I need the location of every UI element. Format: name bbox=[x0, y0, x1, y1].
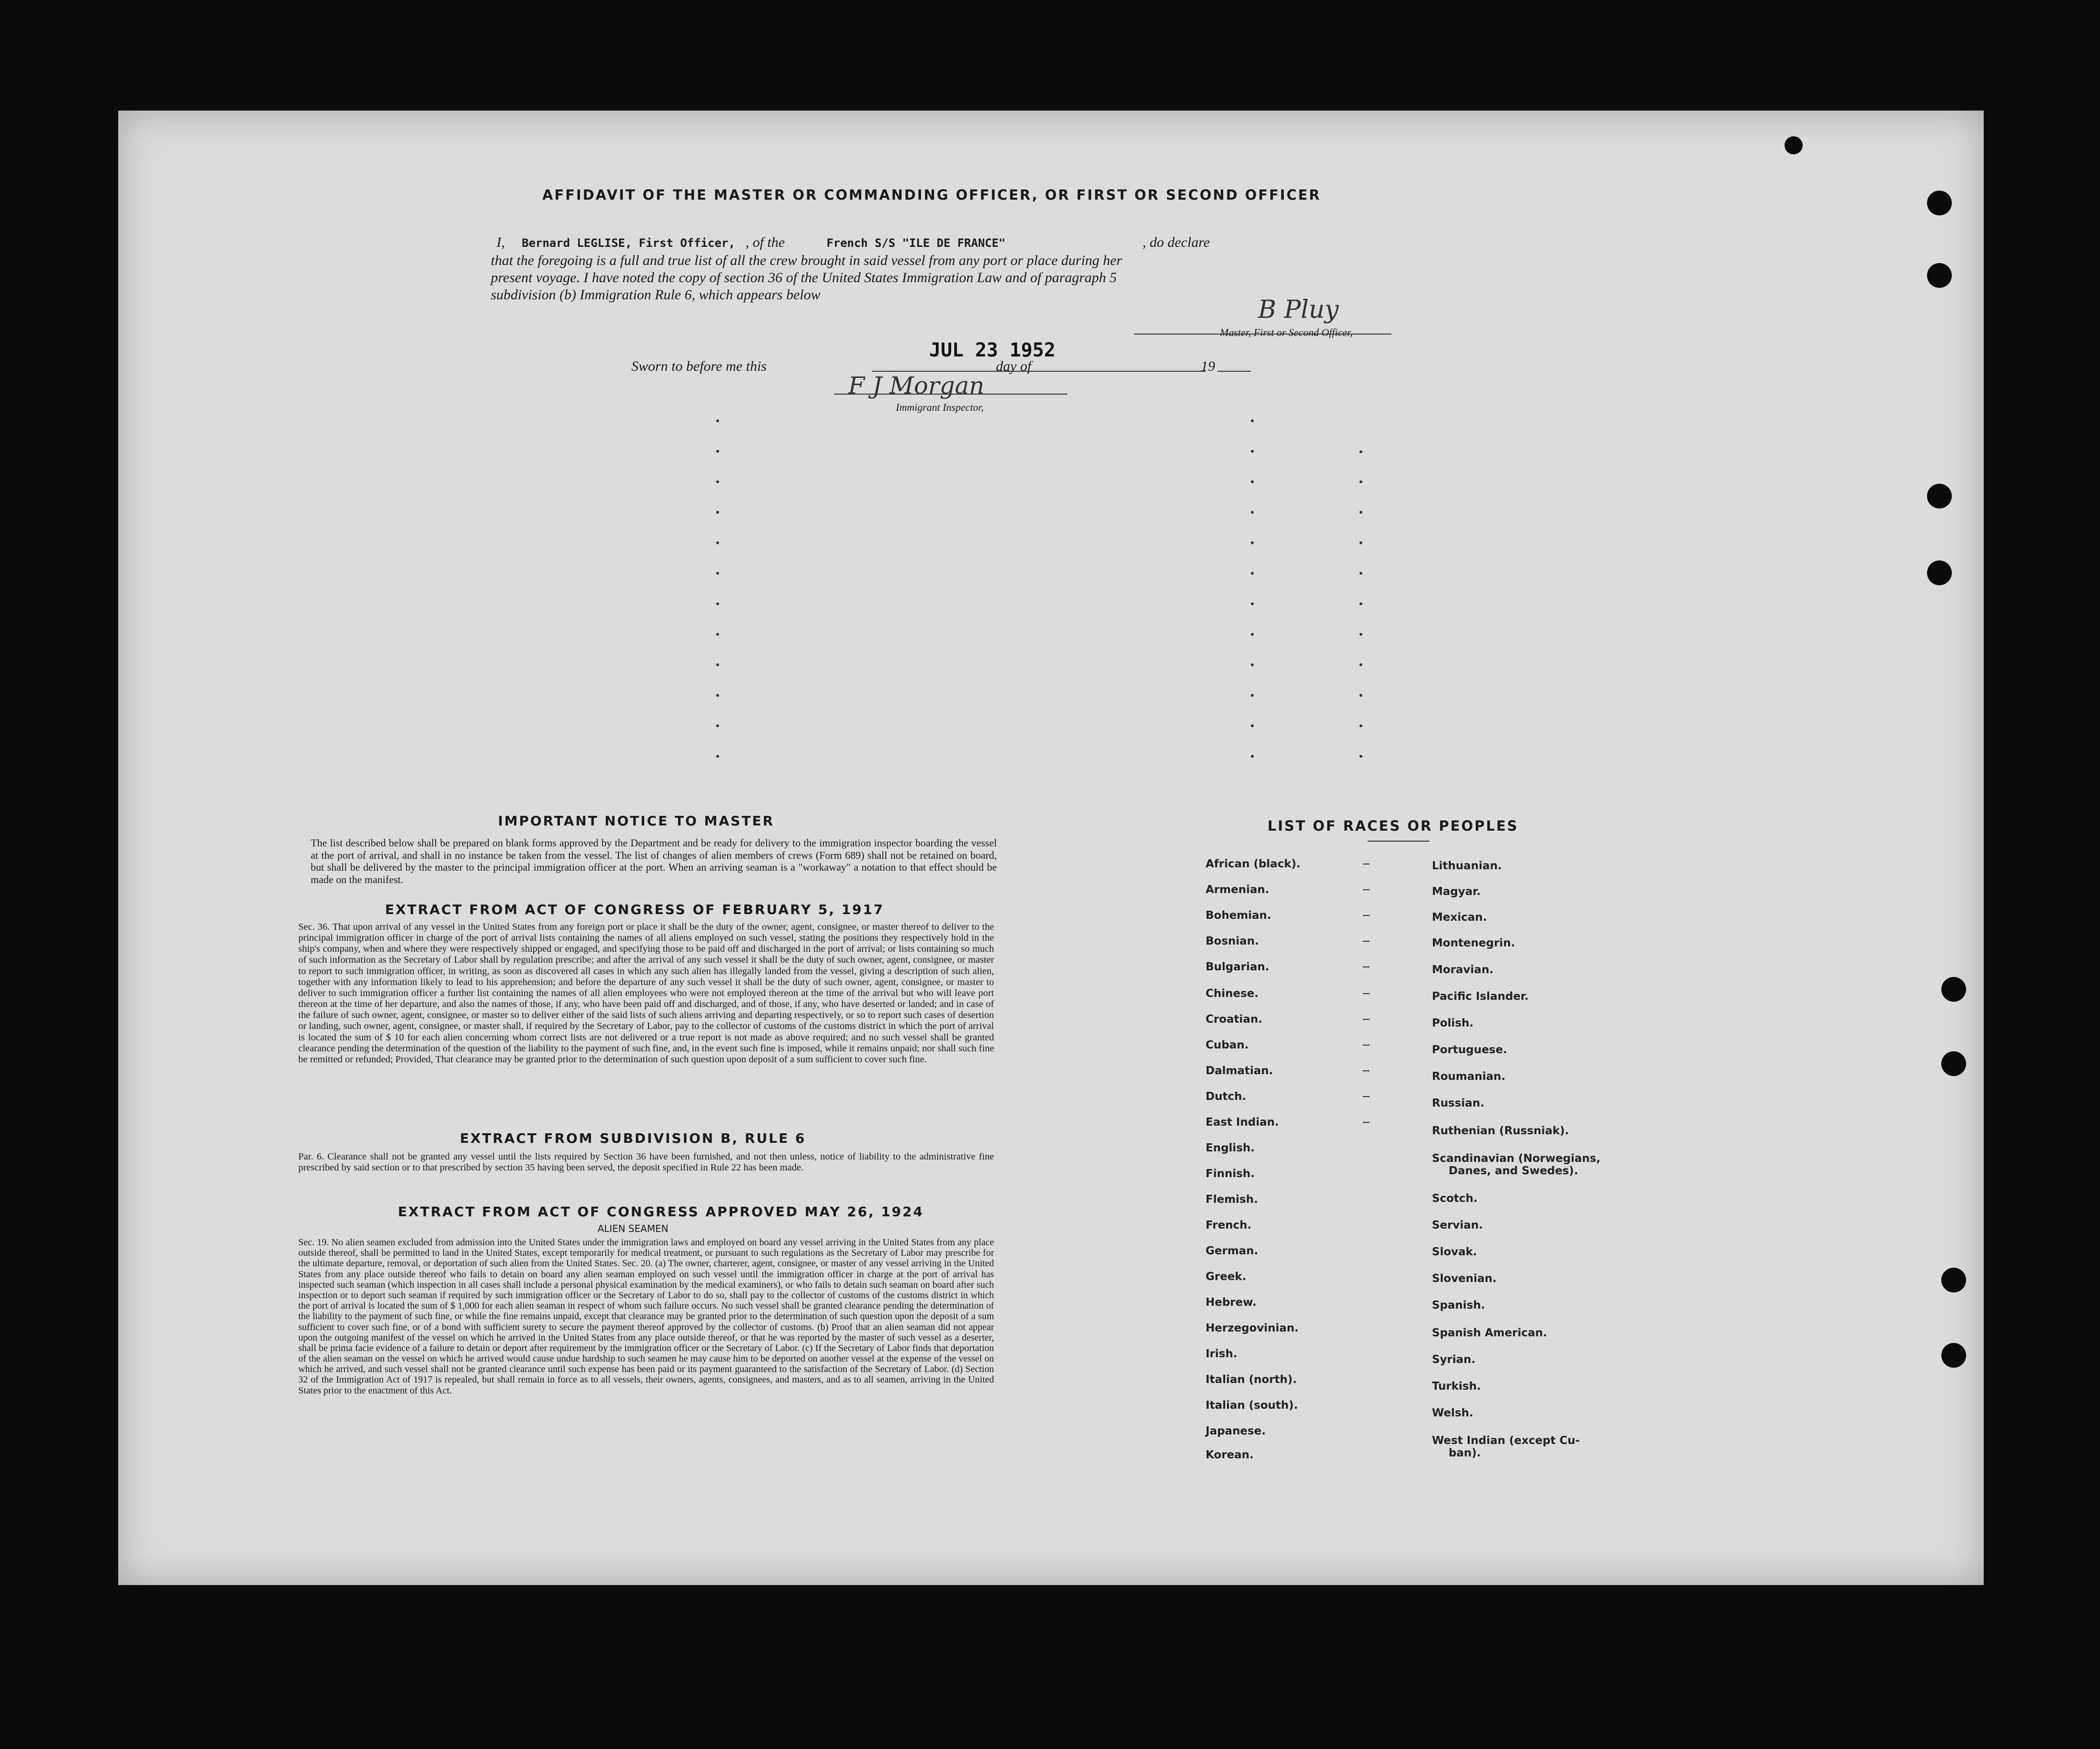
officer-name: Bernard LEGLISE, First Officer, bbox=[522, 236, 735, 250]
grid-dot bbox=[1251, 511, 1254, 514]
race-item: Ruthenian (Russniak). bbox=[1432, 1125, 1569, 1137]
affidavit-of-the: , of the bbox=[745, 234, 785, 250]
race-item: Armenian. bbox=[1206, 884, 1269, 896]
affidavit-line1 bbox=[497, 234, 1392, 251]
race-item: Portuguese. bbox=[1432, 1044, 1507, 1056]
grid-dot bbox=[716, 572, 719, 575]
grid-dot bbox=[1359, 572, 1362, 575]
grid-dot bbox=[716, 633, 719, 636]
grid-dot bbox=[716, 480, 719, 483]
race-item: Korean. bbox=[1206, 1449, 1254, 1461]
officer-signature: B Pluy bbox=[1258, 295, 1339, 324]
race-item: Italian (north). bbox=[1206, 1373, 1297, 1386]
grid-dot bbox=[1251, 755, 1254, 758]
race-item: English. bbox=[1206, 1142, 1255, 1154]
race-item: Turkish. bbox=[1432, 1380, 1481, 1393]
race-item: ban). bbox=[1449, 1447, 1481, 1459]
grid-dot bbox=[716, 511, 719, 514]
race-item: Moravian. bbox=[1432, 964, 1494, 976]
punch-hole bbox=[1941, 1051, 1966, 1076]
grid-dot bbox=[1251, 633, 1254, 636]
affidavit-line3: present voyage. I have noted the copy of section 36 of the United States Immigration Law and of paragraph 5 bbox=[491, 270, 1117, 285]
grid-dot bbox=[1251, 450, 1254, 453]
grid-dot bbox=[716, 602, 719, 605]
grid-dot bbox=[1251, 602, 1254, 605]
race-separator bbox=[1363, 941, 1370, 942]
grid-dot bbox=[1359, 450, 1362, 453]
year-prefix: 19 bbox=[1201, 358, 1215, 374]
race-item: East Indian. bbox=[1206, 1116, 1279, 1129]
grid-dot bbox=[1359, 633, 1362, 636]
grid-dot bbox=[1251, 694, 1254, 697]
race-item: French. bbox=[1206, 1219, 1252, 1231]
race-item: Bosnian. bbox=[1206, 935, 1259, 947]
grid-dot bbox=[1251, 724, 1254, 727]
race-item: Mexican. bbox=[1432, 911, 1487, 924]
grid-dot bbox=[1359, 724, 1362, 727]
race-separator bbox=[1363, 1070, 1370, 1071]
vessel-name: French S/S "ILE DE FRANCE" bbox=[826, 236, 1006, 250]
grid-dot bbox=[1251, 541, 1254, 544]
race-item: Syrian. bbox=[1432, 1353, 1476, 1366]
race-item: German. bbox=[1206, 1245, 1258, 1257]
grid-dot bbox=[1359, 602, 1362, 605]
punch-hole bbox=[1941, 1268, 1966, 1292]
race-item: Welsh. bbox=[1432, 1407, 1473, 1419]
affidavit-line2: that the foregoing is a full and true list of all the crew brought in said vessel from any port or place during her bbox=[491, 253, 1122, 268]
race-separator bbox=[1363, 915, 1370, 916]
race-item: Russian. bbox=[1432, 1097, 1484, 1109]
race-separator bbox=[1363, 889, 1370, 890]
race-item: Herzegovinian. bbox=[1206, 1322, 1299, 1334]
grid-dot bbox=[1251, 572, 1254, 575]
race-item: Italian (south). bbox=[1206, 1399, 1298, 1412]
punch-hole bbox=[1927, 484, 1952, 508]
day-of: day of bbox=[996, 358, 1032, 374]
grid-dot bbox=[716, 694, 719, 697]
affidavit-intro: I, bbox=[497, 234, 505, 250]
grid-dot bbox=[1359, 663, 1362, 666]
race-item: Hebrew. bbox=[1206, 1296, 1257, 1309]
races-title-underline bbox=[1368, 841, 1430, 842]
race-separator bbox=[1363, 1019, 1370, 1020]
race-item: Dalmatian. bbox=[1206, 1065, 1273, 1077]
subdivision-text: Par. 6. Clearance shall not be granted any vessel until the lists required by Section 36 have been furnished, and not then unless, notice of liability to the administrative fine prescribed by said section or to that prescribed by section 35 having been served, the deposit specified in Rule 22 has been made. bbox=[298, 1151, 994, 1173]
grid-dot bbox=[1359, 480, 1362, 483]
extract-1924-text: Sec. 19. No alien seamen excluded from admission into the United States under the immigration laws and employed on board any vessel arriving in the United States from any place outside thereof, shall be permitted to land in the United States, except temporarily for medical treatment, or pursuant to such regulations as the Secretary of Labor may prescribe for the ultimate departure, removal, or deportation of such alien from the United States. Sec. 20. (a) The owner, charterer, agent, consignee, or master of any vessel arriving in the United States from any place outside thereof who fails to detain on board any alien seaman employed on such vessel until the immigration officer in charge at the port of arrival has inspected such seaman (which inspection in all cases shall include a personal physical examination by the medical examiners), or who fails to detain such seaman on board after such inspection or to deport such seaman if required by such immigration officer or the Secretary of Labor to do so, shall pay to the collector of customs of the customs district in which the port of arrival is located the sum of $ 1,000 for each alien seaman in respect of whom such failure occurs. No such vessel shall be granted clearance pending the determination of the liability to the payment of such fine, or while the fine remains unpaid, except that clearance may be granted prior to the determination of such question upon the deposit of a sum sufficient to cover such fine, or of a bond with sufficient surety to secure the payment thereof approved by the collector of customs. (b) Proof that an alien seaman did not appear upon the outgoing manifest of the vessel on which he arrived in the United States from any place outside thereof, or that he was reported by the master of such vessel as a deserter, shall be prima facie evidence of a failure to detain or deport after requirement by the immigration officer or the Secretary of Labor. (c) If the Secretary of Labor finds that deportation of the alien seaman on the vessel on which he arrived would cause undue hardship to such seamen he may cause him to be deported on another vessel at the expense of the vessel on which he arrived, and such vessel shall not be granted clearance until such expense has been paid or its payment guaranteed to the satisfaction of the Secretary of Labor. (d) Section 32 of the Immigration Act of 1917 is repealed, but shall remain in force as to all vessels, their owners, agents, consignees, and masters, and as to all seamen, arriving in the United States prior to the enactment of this Act. bbox=[298, 1237, 994, 1396]
grid-dot bbox=[1251, 419, 1254, 422]
grid-dot bbox=[716, 450, 719, 453]
year-line bbox=[1217, 371, 1251, 372]
punch-hole bbox=[1941, 977, 1966, 1002]
race-separator bbox=[1363, 1122, 1370, 1123]
grid-dot bbox=[1359, 755, 1362, 758]
punch-hole bbox=[1927, 191, 1952, 215]
affidavit-line4: subdivision (b) Immigration Rule 6, which appears below bbox=[491, 287, 821, 303]
race-item: Spanish American. bbox=[1432, 1327, 1547, 1339]
race-item: West Indian (except Cu- bbox=[1432, 1434, 1580, 1447]
race-item: Slovenian. bbox=[1432, 1272, 1497, 1285]
grid-dot bbox=[1359, 541, 1362, 544]
race-separator bbox=[1363, 993, 1370, 994]
notice-text: The list described below shall be prepared on blank forms approved by the Department and be ready for delivery to the immigration inspector boarding the vessel at the port of arrival, and shall in no instance be taken from the vessel. The list of changes of alien members of crews (Form 689) shall not be retained on board, but shall be delivered by the master to the principal immigration officer at the port. When an arriving seaman is a "workaway" a notation to that effect should be made on the manifest. bbox=[311, 837, 997, 886]
race-item: Slovak. bbox=[1432, 1246, 1477, 1258]
sworn-text: Sworn to before me this bbox=[631, 358, 767, 374]
affidavit-title: AFFIDAVIT OF THE MASTER OR COMMANDING OFFICER, OR FIRST OR SECOND OFFICER bbox=[542, 187, 1321, 203]
punch-hole bbox=[1785, 136, 1803, 154]
grid-dot bbox=[716, 755, 719, 758]
race-item: Flemish. bbox=[1206, 1193, 1258, 1206]
race-item: Bohemian. bbox=[1206, 909, 1271, 922]
race-item: Greek. bbox=[1206, 1271, 1247, 1283]
grid-dot bbox=[716, 541, 719, 544]
grid-dot bbox=[716, 663, 719, 666]
race-item: Lithuanian. bbox=[1432, 860, 1502, 872]
race-item: Spanish. bbox=[1432, 1299, 1485, 1312]
extract-1924-title: EXTRACT FROM ACT OF CONGRESS APPROVED MAY 26, 1924 bbox=[398, 1204, 924, 1220]
race-item: Scandinavian (Norwegians, bbox=[1432, 1152, 1601, 1165]
inspector-caption: Immigrant Inspector, bbox=[896, 401, 984, 413]
race-item: Japanese. bbox=[1206, 1425, 1266, 1437]
race-separator bbox=[1363, 966, 1370, 967]
date-stamp: JUL 23 1952 bbox=[929, 339, 1055, 361]
notice-title: IMPORTANT NOTICE TO MASTER bbox=[498, 813, 775, 829]
extract-1924-subtitle: ALIEN SEAMEN bbox=[598, 1223, 669, 1234]
race-item: Pacific Islander. bbox=[1432, 990, 1529, 1003]
grid-dot bbox=[1359, 511, 1362, 514]
officer-caption: Master, First or Second Officer, bbox=[1220, 326, 1353, 338]
race-item: Scotch. bbox=[1432, 1192, 1478, 1205]
race-item: Servian. bbox=[1432, 1219, 1483, 1231]
races-title: LIST OF RACES OR PEOPLES bbox=[1268, 818, 1519, 834]
grid-dot bbox=[1359, 694, 1362, 697]
grid-dot bbox=[716, 419, 719, 422]
grid-dot bbox=[1251, 663, 1254, 666]
race-item: African (black). bbox=[1206, 858, 1301, 870]
affidavit-do-declare: , do declare bbox=[1142, 234, 1210, 250]
race-item: Bulgarian. bbox=[1206, 961, 1269, 973]
race-item: Montenegrin. bbox=[1432, 937, 1515, 949]
race-item: Croatian. bbox=[1206, 1013, 1263, 1026]
race-item: Finnish. bbox=[1206, 1168, 1255, 1180]
subdivision-title: EXTRACT FROM SUBDIVISION B, RULE 6 bbox=[460, 1130, 806, 1146]
extract-1917-title: EXTRACT FROM ACT OF CONGRESS OF FEBRUARY 5, 1917 bbox=[385, 902, 884, 917]
race-separator bbox=[1363, 1045, 1370, 1046]
race-separator bbox=[1363, 1096, 1370, 1097]
race-item: Roumanian. bbox=[1432, 1070, 1506, 1083]
extract-1917-text: Sec. 36. That upon arrival of any vessel in the United States from any foreign port or place it shall be the duty of the owner, agent, consignee, or master thereof to deliver to the principal immigration officer in charge of the port of arrival lists containing the names of all aliens employed on such vessel, stating the positions they respectively hold in the ship's company, when and where they were respectively shipped or engaged, and specifying those to be paid off and discharged in the port of arrival; or lists containing so much of such information as the Secretary of Labor shall by regulation prescribe; and after the arrival of any such vessel it shall be the duty of such owner, agent, consignee, or master to report to such immigration officer, in writing, as soon as discovered all cases in which any such alien has illegally landed from the vessel, giving a description of such alien, together with any information likely to lead to his apprehension; and before the departure of any such vessel it shall be the duty of such owner, agent, consignee, or master to deliver to such immigration officer a further list containing the names of all alien employees who were not employed thereon at the time of the arrival but who will leave port thereon at the time of her departure, and also the names of those, if any, who have been paid off and discharged, and of those, if any, who have deserted or landed; and in case of the failure of such owner, agent, consignee, or master so to deliver either of the said lists of such aliens arriving and departing respectively, or so to report such cases of desertion or landing, such owner, agent, consignee, or master shall, if required by the Secretary of Labor, pay to the collector of customs of the customs district in which the port of arrival is located the sum of $ 10 for each alien concerning whom correct lists are not delivered or a true report is not made as above required; and no such vessel shall be granted clearance pending the determination of the question of the liability to the payment of such fine, and, in the event such fine is imposed, while it remains unpaid; nor shall such fine be remitted or refunded; Provided, That clearance may be granted prior to the determination of such question upon deposit of a sum sufficient to cover such fine. bbox=[298, 922, 994, 1065]
race-item: Irish. bbox=[1206, 1348, 1238, 1360]
punch-hole bbox=[1941, 1343, 1966, 1368]
inspector-signature: F J Morgan bbox=[848, 372, 984, 399]
race-item: Polish. bbox=[1432, 1017, 1474, 1029]
race-item: Cuban. bbox=[1206, 1039, 1249, 1051]
race-item: Chinese. bbox=[1206, 987, 1259, 1000]
race-item: Danes, and Swedes). bbox=[1449, 1165, 1578, 1177]
grid-dot bbox=[1251, 480, 1254, 483]
grid-dot bbox=[716, 724, 719, 727]
race-item: Magyar. bbox=[1432, 885, 1481, 898]
punch-hole bbox=[1927, 263, 1952, 288]
punch-hole bbox=[1927, 560, 1952, 585]
race-item: Dutch. bbox=[1206, 1090, 1247, 1103]
inspector-line bbox=[834, 394, 1067, 395]
